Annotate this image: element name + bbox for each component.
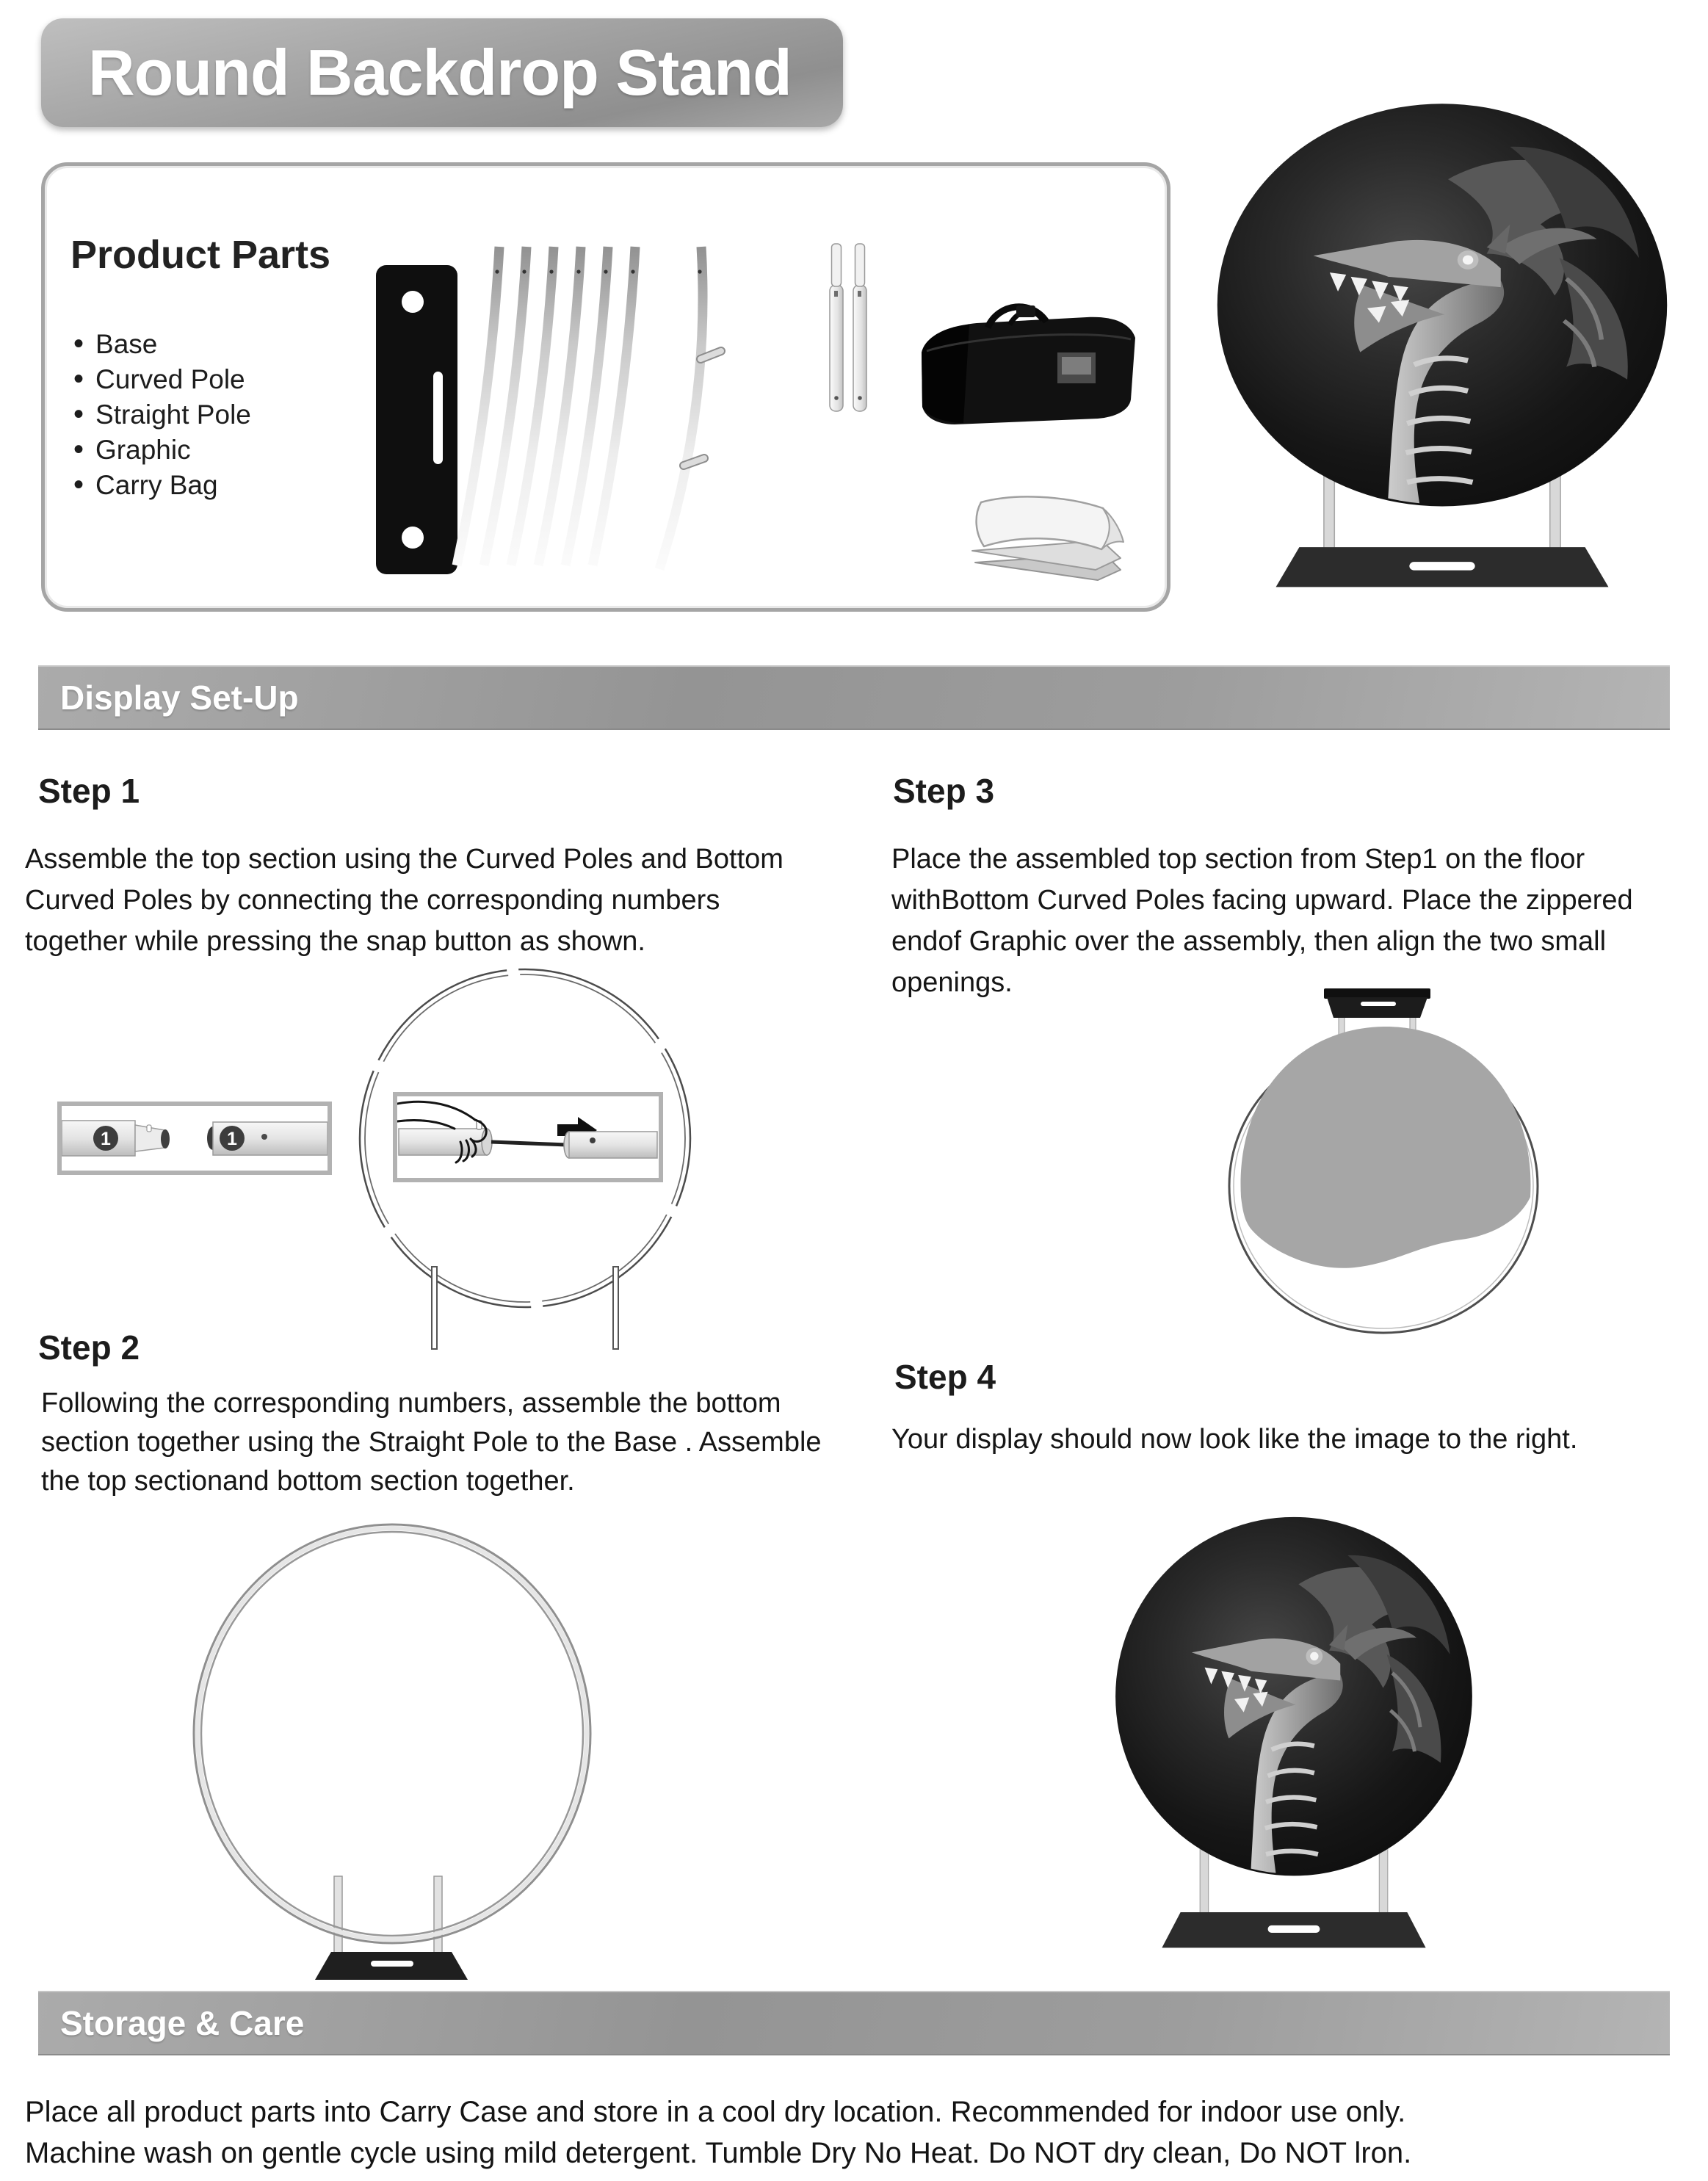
step3-text: Place the assembled top section from Step1 on the floor withBottom Curved Poles facing upward. Place the zippered endof Graphic over the assembly, then align the two small openings.: [891, 844, 1633, 998]
step3-cover-diagram: [1190, 977, 1549, 1344]
step4-heading: Step 4: [894, 1358, 996, 1396]
step2-frame-diagram: [187, 1513, 598, 1983]
folded-graphic-icon: [972, 496, 1123, 580]
step4-text: Your display should now look like the image to the right.: [891, 1424, 1578, 1455]
hand-pressing-snap-graphic: [397, 1096, 659, 1178]
parts-item-graphic: • Graphic: [73, 432, 251, 467]
step1-text: Assemble the top section using the Curved Poles and Bottom Curved Poles by connecting the corresponding numbers together while pressing the snap button as shown.: [25, 844, 784, 957]
base-plate-icon: [376, 265, 457, 574]
display-setup-title: Display Set-Up: [60, 679, 299, 717]
step2-text: Following the corresponding numbers, assemble the bottom section together using the Straight Pole to the Base . Assemble the top sectionand bottom section together.: [41, 1388, 822, 1497]
product-parts-heading: Product Parts: [70, 233, 331, 277]
title-banner: [41, 18, 843, 127]
step3-heading: Step 3: [893, 772, 995, 810]
storage-care-title: Storage & Care: [60, 2004, 305, 2042]
step1-snap-button-box: [393, 1092, 663, 1182]
step1-pole-connection-box: [57, 1102, 332, 1175]
display-setup-bar: [38, 665, 1670, 730]
straight-poles-icon: [830, 244, 866, 411]
storage-line1: Place all product parts into Carry Case and store in a cool dry location. Recommended for indoor use only.: [25, 2096, 1406, 2128]
product-parts-list: [73, 326, 251, 502]
step1-heading: Step 1: [38, 772, 140, 810]
curved-poles-icon: [457, 247, 635, 565]
parts-item-carry-bag: • Carry Bag: [73, 467, 251, 502]
carry-bag-icon: [922, 305, 1135, 424]
parts-item-base: • Base: [73, 326, 251, 361]
step4-finished-display: [1108, 1514, 1480, 1953]
parts-item-curved-pole: • Curved Pole: [73, 361, 251, 397]
step2-heading: Step 2: [38, 1328, 140, 1367]
pole-number-label-left: 1: [101, 1129, 111, 1149]
pole-number-label-right: 1: [227, 1129, 237, 1149]
graphic-cover-shape: [1240, 1027, 1530, 1268]
storage-line2: Machine wash on gentle cycle using mild detergent. Tumble Dry No Heat. Do NOT dry clean, Do NOT lron.: [25, 2137, 1412, 2169]
page-title: Round Backdrop Stand: [88, 36, 792, 109]
bottom-curved-pole-icon: [659, 247, 721, 569]
product-parts-graphics: [367, 242, 1146, 584]
product-photo-dragon-display: [1208, 101, 1676, 593]
storage-care-bar: [38, 1991, 1670, 2055]
parts-item-straight-pole: • Straight Pole: [73, 397, 251, 432]
numbered-pole-ends-graphic: [62, 1106, 328, 1171]
